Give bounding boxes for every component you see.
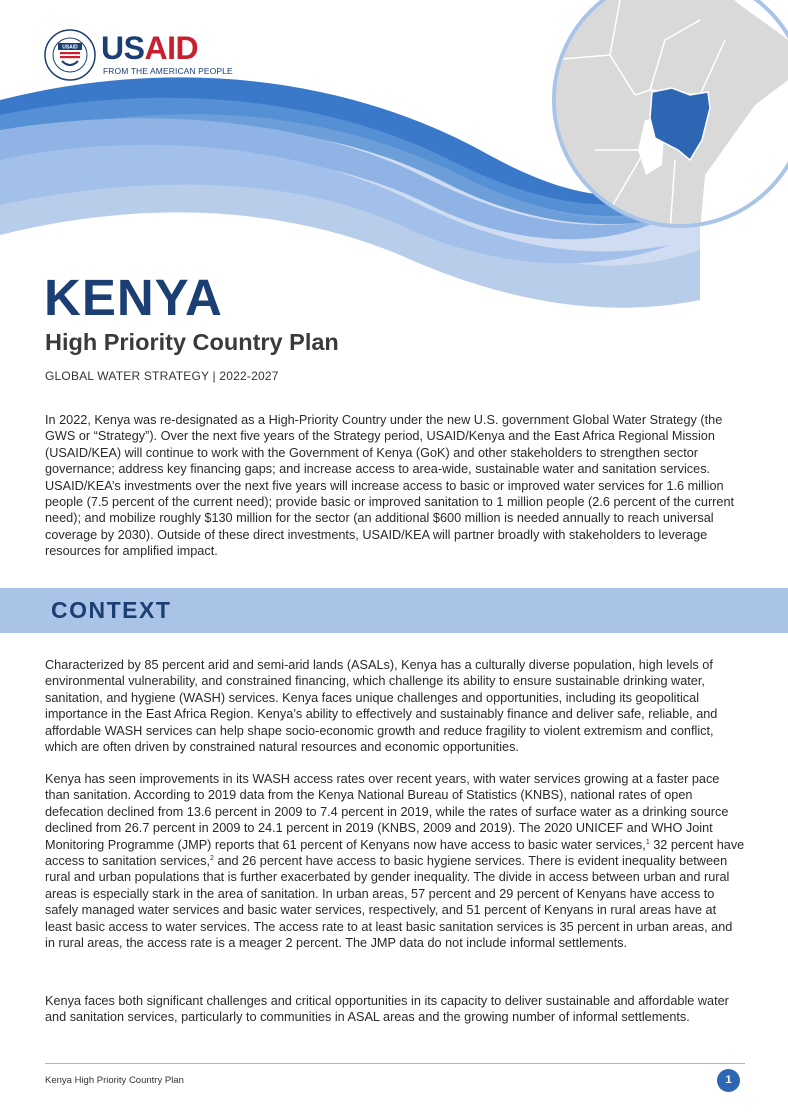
context-paragraph-3: Kenya faces both significant challenges and critical opportunities in its capacity to deliver sustainable and affordable water and sanitation services, particularly to communities in ASAL areas and the growing number of informal settlements. xyxy=(45,994,729,1025)
country-title: KENYA xyxy=(44,269,223,326)
context-paragraph-1: Characterized by 85 percent arid and semi-arid lands (ASALs), Kenya has a culturally diverse population, high levels of environmental vulnerability, and constrained financing, which challenge its ability to ensure sustainable drinking water, sanitation, and hygiene (WASH) services. Kenya faces unique challenges and opportunities, including its geopolitical importance in the East Africa Region. Kenya’s ability to effectively and sustainably finance and deliver safe, reliable, and affordable WASH services can help shape socio-economic growth and reduce fragility to violent extremism and conflict, which are often driven by constrained natural resources and economic opportunities. xyxy=(45,658,718,755)
usaid-tagline: FROM THE AMERICAN PEOPLE xyxy=(103,66,233,76)
page-number-badge: 1 xyxy=(717,1069,740,1092)
context-paragraph-2-part-b: 32 percent have access to sanitation services, xyxy=(45,837,745,869)
context-paragraph-2-part-c: and 26 percent have access to basic hygiene services. There is evident inequality between rural and urban populations that is further exacerbated by gender inequality. The divide in access between urban and rural areas is especially stark in the area of sanitation. In urban areas, 57 percent and 29 percent of Kenyans have access to safely managed water services and basic water services, respectively, and 51 percent of Kenyans in rural areas have at least basic access to water services. The access rate to at least basic sanitation services is 35 percent in urban areas, and in rural areas, the access rate is a meager 2 percent. The JMP data do not include informal settlements. xyxy=(45,854,733,951)
section-heading-context: CONTEXT xyxy=(51,597,172,623)
context-paragraph-2-part-a: Kenya has seen improvements in its WASH access rates over recent years, with water services growing at a faster pace than sanitation. According to 2019 data from the Kenya National Bureau of Statistics (KNBS), national rates of open defecation declined from 13.6 percent in 2009 to 7.4 percent in 2019, while the rates of surface water as a drinking source declined from 26.7 percent in 2009 to 24.1 percent in 2019 (KNBS, 2009 and 2019). The 2020 UNICEF and WHO Joint Monitoring Programme (JMP) reports that 61 percent of Kenyans now have access to basic water services, xyxy=(45,772,729,852)
footnote-ref-1[interactable]: 1 xyxy=(645,838,650,846)
wordmark-aid: AID xyxy=(144,30,199,66)
usaid-seal-icon xyxy=(44,29,96,81)
intro-paragraph: In 2022, Kenya was re-designated as a High-Priority Country under the new U.S. government Global Water Strategy (the GWS or “Strategy”). Over the next five years of the Strategy period, USAID/Kenya and the East Africa Regional Mission (USAID/KEA) will continue to work with the Government of Kenya (GoK) and other stakeholders to strengthen sector governance; address key financing gaps; and increase access to area-wide, sustainable water and sanitation services. USAID/KEA’s investments over the next five years will increase access to basic or improved water services for 1.6 million people (7.5 percent of the current need); provide basic or improved sanitation to 1 million people (2.6 percent of the current need); and mobilize roughly $130 million for the sector (an additional $600 million is needed annually to reach universal coverage by 2030). Outside of these direct investments, USAID/KEA will partner broadly with stakeholders to leverage resources for amplified impact. xyxy=(45,413,735,559)
kenya-locator-map xyxy=(550,0,788,232)
footnote-ref-2[interactable]: 2 xyxy=(210,854,214,862)
document-subtitle: High Priority Country Plan xyxy=(45,329,339,355)
svg-text:USAID: USAID xyxy=(62,44,78,51)
footer-document-name: Kenya High Priority Country Plan xyxy=(45,1075,184,1086)
footer-divider xyxy=(45,1063,745,1064)
wordmark-us: US xyxy=(101,30,145,66)
context-paragraph-2 xyxy=(45,771,745,951)
strategy-period: GLOBAL WATER STRATEGY | 2022-2027 xyxy=(45,369,279,383)
usaid-wordmark xyxy=(101,32,198,64)
